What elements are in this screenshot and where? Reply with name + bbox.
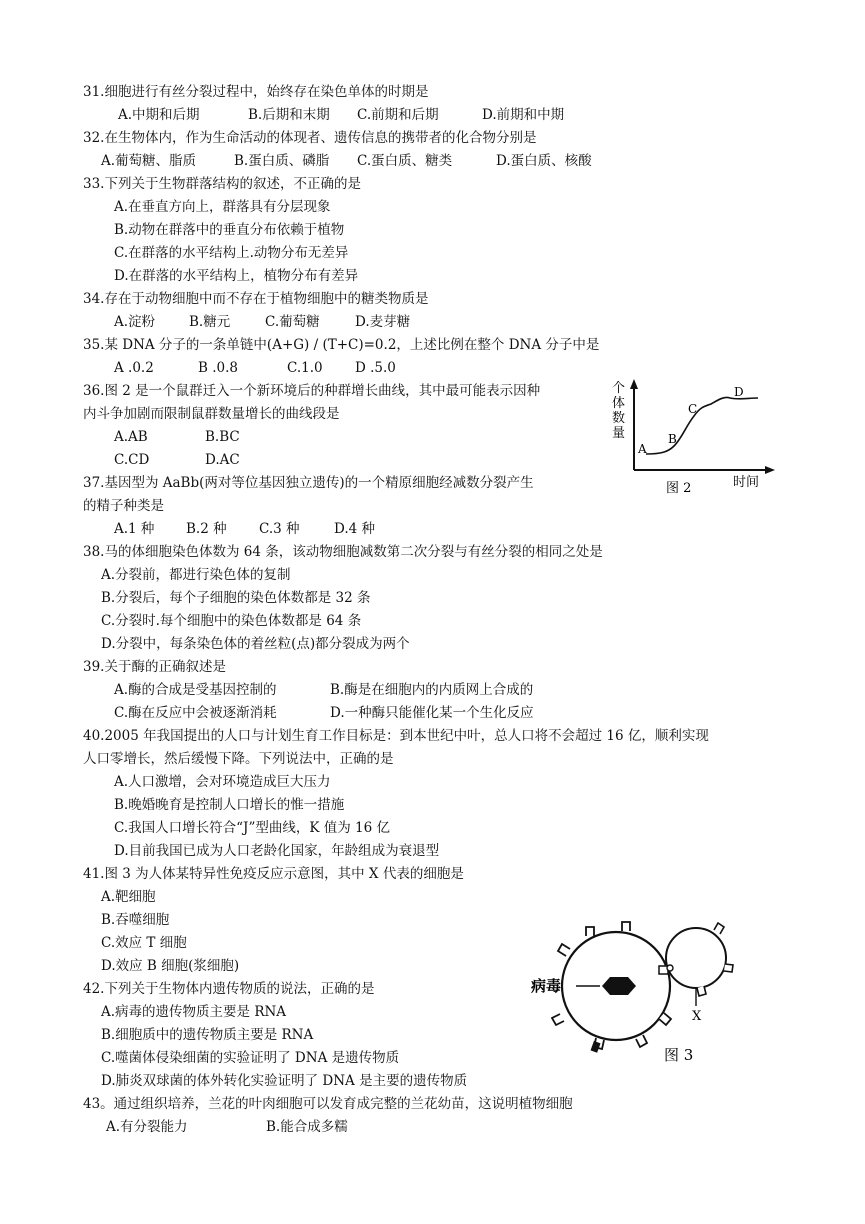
q38-option-d: D.分裂中，每条染色体的着丝粒(点)都分裂成为两个 bbox=[101, 636, 410, 652]
figure-3-x-label: X bbox=[692, 1009, 702, 1024]
q34-option-d: D.麦芽糖 bbox=[355, 314, 411, 330]
q35-option-c: C.1.0 bbox=[287, 360, 323, 376]
q42-option-a: A.病毒的遗传物质主要是 RNA bbox=[101, 1004, 287, 1020]
q34-option-c: C.葡萄糖 bbox=[265, 314, 320, 330]
q40-option-c: C.我国人口增长符合“J”型曲线，K 值为 16 亿 bbox=[114, 820, 390, 836]
figure-3-caption: 图 3 bbox=[664, 1046, 694, 1064]
q40-option-d: D.目前我国已成为人口老龄化国家，年龄组成为衰退型 bbox=[114, 843, 440, 859]
q32-option-c: C.蛋白质、糖类 bbox=[357, 153, 453, 169]
q31-option-b: B.后期和末期 bbox=[248, 107, 330, 123]
q42-option-c: C.噬菌体侵染细菌的实验证明了 DNA 是遗传物质 bbox=[101, 1050, 400, 1066]
q39-option-b: B.酶是在细胞内的内质网上合成的 bbox=[330, 682, 534, 698]
q33-option-c: C.在群落的水平结构上.动物分布无差异 bbox=[114, 245, 349, 261]
q35-stem: 35.某 DNA 分子的一条单链中(A+G) / (T+C)=0.2，上述比例在整个 DNA 分子中是 bbox=[83, 337, 600, 353]
figure-2-caption: 图 2 bbox=[666, 481, 692, 496]
q38-stem: 38.马的体细胞染色体数为 64 条，该动物细胞减数第二次分裂与有丝分裂的相同之处是 bbox=[83, 544, 603, 560]
q38-option-a: A.分裂前，都进行染色体的复制 bbox=[101, 567, 291, 583]
figure-2-growth-curve bbox=[606, 376, 786, 500]
q43-stem: 43。通过组织培养，兰花的叶肉细胞可以发育成完整的兰花幼苗，这说明植物细胞 bbox=[83, 1096, 573, 1112]
figure-2-ylabel-char-4: 量 bbox=[612, 426, 626, 441]
q35-option-d: D .5.0 bbox=[355, 360, 396, 376]
q42-option-d: D.肺炎双球菌的体外转化实验证明了 DNA 是主要的遗传物质 bbox=[101, 1073, 468, 1089]
q38-option-c: C.分裂时.每个细胞中的染色体数都是 64 条 bbox=[101, 613, 362, 629]
figure-2-y-arrow bbox=[630, 379, 638, 389]
q40-option-b: B.晚婚晚育是控制人口增长的惟一措施 bbox=[114, 797, 345, 813]
q36-option-a: A.AB bbox=[114, 429, 148, 445]
q38-option-b: B.分裂后，每个子细胞的染色体数都是 32 条 bbox=[101, 590, 371, 606]
figure-3-x-cell bbox=[666, 928, 726, 988]
q37-option-d: D.4 种 bbox=[334, 521, 376, 537]
q34-option-a: A.淀粉 bbox=[114, 314, 156, 330]
q32-option-b: B.蛋白质、磷脂 bbox=[234, 153, 330, 169]
q42-option-b: B.细胞质中的遗传物质主要是 RNA bbox=[101, 1027, 314, 1043]
q34-stem: 34.存在于动物细胞中而不存在于植物细胞中的糖类物质是 bbox=[83, 291, 429, 307]
figure-2-ylabel-char-3: 数 bbox=[612, 411, 626, 426]
q35-option-b: B .0.8 bbox=[198, 360, 238, 376]
q37-option-c: C.3 种 bbox=[259, 521, 300, 537]
q37-option-a: A.1 种 bbox=[114, 521, 155, 537]
figure-3-virus-label: 病毒 bbox=[531, 977, 562, 995]
q37-stem-line1: 37.基因型为 AaBb(两对等位基因独立遗传)的一个精原细胞经减数分裂产生 bbox=[83, 475, 534, 491]
figure-2-x-arrow bbox=[765, 466, 775, 474]
q39-option-c: C.酶在反应中会被逐渐消耗 bbox=[114, 705, 277, 721]
figure-3-immune-diagram bbox=[526, 916, 766, 1076]
q40-option-a: A.人口激增，会对环境造成巨大压力 bbox=[114, 774, 331, 790]
figure-2-point-b: B bbox=[668, 432, 677, 446]
q36-option-c: C.CD bbox=[114, 452, 150, 468]
q40-stem-line2: 人口零增长，然后缓慢下降。下列说法中，正确的是 bbox=[83, 751, 394, 767]
q32-stem: 32.在生物体内，作为生命活动的体现者、遗传信息的携带者的化合物分别是 bbox=[83, 130, 537, 146]
q34-option-b: B.糖元 bbox=[189, 314, 231, 330]
figure-2-point-d: D bbox=[734, 385, 744, 399]
q43-option-a: A.有分裂能力 bbox=[106, 1119, 188, 1135]
figure-2-ylabel-char-1: 个 bbox=[612, 381, 626, 396]
q35-option-a: A .0.2 bbox=[114, 360, 154, 376]
q42-stem: 42.下列关于生物体内遗传物质的说法，正确的是 bbox=[83, 981, 375, 997]
q31-option-a: A.中期和后期 bbox=[118, 107, 200, 123]
figure-2-ylabel-char-2: 体 bbox=[612, 396, 626, 411]
q36-stem-line1: 36.图 2 是一个鼠群迁入一个新环境后的种群增长曲线，其中最可能表示因种 bbox=[83, 383, 541, 399]
q39-stem: 39.关于酶的正确叙述是 bbox=[83, 659, 226, 675]
q31-stem: 31.细胞进行有丝分裂过程中，始终存在染色单体的时期是 bbox=[83, 84, 429, 100]
q39-option-a: A.酶的合成是受基因控制的 bbox=[114, 682, 277, 698]
q32-option-d: D.蛋白质、核酸 bbox=[496, 153, 592, 169]
q36-option-b: B.BC bbox=[205, 429, 240, 445]
q41-option-b: B.吞噬细胞 bbox=[101, 912, 170, 928]
q33-option-b: B.动物在群落中的垂直分布依赖于植物 bbox=[114, 222, 345, 238]
q33-stem: 33.下列关于生物群落结构的叙述，不正确的是 bbox=[83, 176, 361, 192]
q32-option-a: A.葡萄糖、脂质 bbox=[101, 153, 197, 169]
q33-option-a: A.在垂直方向上，群落具有分层现象 bbox=[114, 199, 331, 215]
q37-option-b: B.2 种 bbox=[186, 521, 227, 537]
figure-2-curve bbox=[646, 397, 758, 454]
figure-2-xlabel: 时间 bbox=[733, 475, 760, 490]
q36-stem-line2: 内斗争加剧而限制鼠群数量增长的曲线段是 bbox=[83, 406, 340, 422]
q41-stem: 41.图 3 为人体某特异性免疫反应示意图，其中 X 代表的细胞是 bbox=[83, 866, 464, 882]
q37-stem-line2: 的精子种类是 bbox=[83, 498, 164, 514]
q41-option-d: D.效应 B 细胞(浆细胞) bbox=[101, 958, 240, 974]
figure-2-point-a: A bbox=[638, 442, 647, 456]
q41-option-c: C.效应 T 细胞 bbox=[101, 935, 187, 951]
q43-option-b: B.能合成多糯 bbox=[266, 1119, 348, 1135]
q31-option-c: C.前期和后期 bbox=[357, 107, 439, 123]
q39-option-d: D.一种酶只能催化某一个生化反应 bbox=[330, 705, 534, 721]
q36-option-d: D.AC bbox=[205, 452, 240, 468]
q33-option-d: D.在群落的水平结构上，植物分布有差异 bbox=[114, 268, 359, 284]
q41-option-a: A.靶细胞 bbox=[101, 889, 156, 905]
figure-2-point-c: C bbox=[688, 402, 698, 416]
q40-stem-line1: 40.2005 年我国提出的人口与计划生育工作目标是：到本世纪中叶，总人口将不会超过 16 亿，顺利实现 bbox=[83, 728, 709, 744]
q31-option-d: D.前期和中期 bbox=[482, 107, 565, 123]
